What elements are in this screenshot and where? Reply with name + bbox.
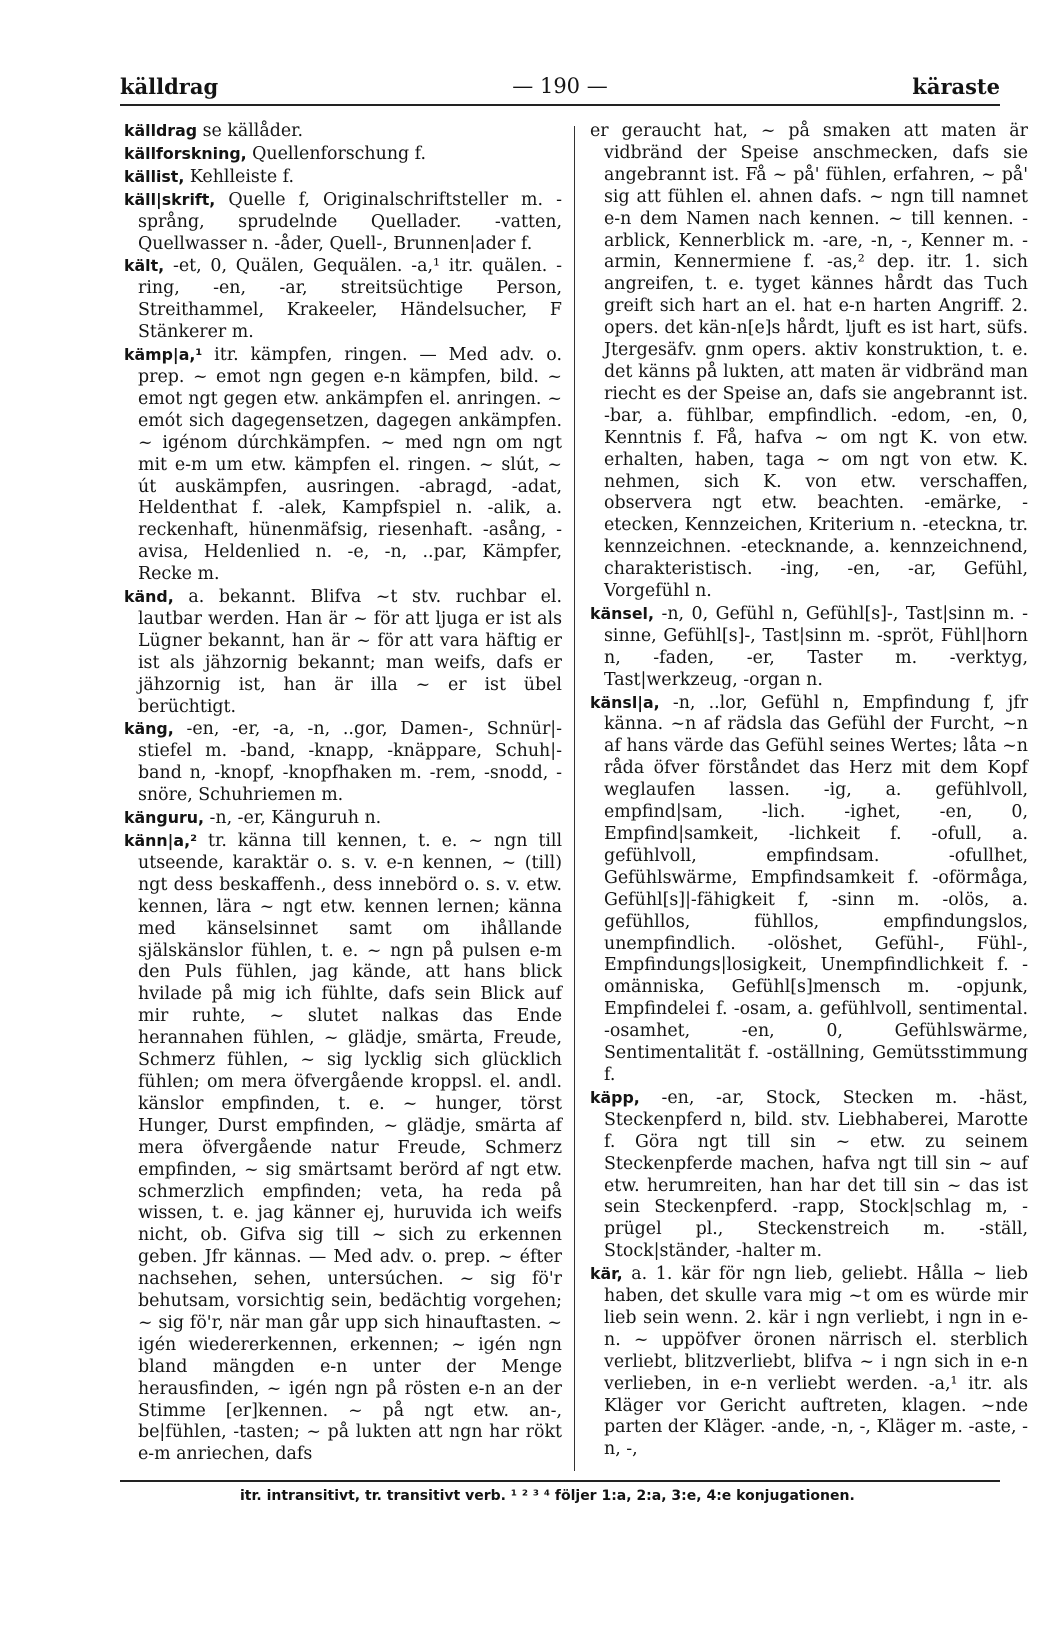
dictionary-entry bbox=[124, 143, 562, 166]
entry-lemma: känsel, bbox=[590, 603, 654, 623]
entry-lemma: käpp, bbox=[590, 1087, 640, 1107]
dictionary-entry bbox=[124, 344, 562, 586]
page-number: — 190 — bbox=[512, 74, 608, 98]
dictionary-entry bbox=[124, 807, 562, 830]
dictionary-entry bbox=[124, 189, 562, 256]
entry-body: a. bekannt. Blifva ~t stv. ruchbar el. lautbar werden. Han är ~ för att ljuga er ist als Lügner bekannt, han är ~ för att vara häftig er ist als jähzornig bekannt; man weifs, dafs er jähzornig ist, han är illa ~ er ist übel berüchtigt. bbox=[138, 587, 563, 717]
abbreviation-footer: itr. intransitivt, tr. transitivt verb. ¹ ² ³ ⁴ följer 1:a, 2:a, 3:e, 4:e konjugationen. bbox=[240, 1488, 855, 1504]
entry-body: Quellenforschung f. bbox=[252, 143, 427, 164]
entry-lemma: käng, bbox=[124, 719, 174, 739]
entry-lemma: källist, bbox=[124, 166, 185, 186]
entry-body: -en, -er, -a, -n, ..gor, Damen-, Schnür|-stiefel m. -band, -knapp, -knäppare, Schuh|-band n, -knopf, -knopfhaken m. -rem, -snodd, -snöre, Schuhriemen m. bbox=[138, 719, 562, 806]
entry-body: -n, -er, Känguruh n. bbox=[209, 808, 382, 829]
right-column bbox=[590, 120, 1028, 1461]
entry-body: Quelle f, Originalschriftsteller m. -språng, sprudelnde Quellader. -vatten, Quellwasser n. -åder, Quell-, Brunnen|ader f. bbox=[138, 189, 562, 254]
dictionary-entry bbox=[124, 718, 562, 807]
footer-rule bbox=[120, 1480, 1000, 1482]
header-first-headword: källdrag bbox=[120, 74, 219, 99]
entry-lemma: kält, bbox=[124, 256, 165, 276]
header-last-headword: käraste bbox=[912, 74, 1000, 99]
entry-body: -n, ..lor, Gefühl n, Empfindung f, jfr känna. ~n af rädsla das Gefühl der Furcht, ~n af hans värde das Gefühl seines Wertes; låta ~n råda öfver förståndet das Herz mit dem Kopf weglaufen lassen. -ig, a. gefühlvoll, empfind|sam, -lich. -ighet, -en, 0, Empfind|samkeit, -lichkeit f. -ofull, a. gefühlvoll, empfindsam. -ofullhet, Gefühlswärme, Empfindsamkeit f. -oförmåga, Gefühl[s]|-fähigkeit f, -sinn m. -olös, a. gefühllos, fühllos, empfindungslos, unempfindlich. -olöshet, Gefühl-, Fühl-, Empfindungs|losigkeit, Unempfindlichkeit f. -omänniska, Gefühl[s]mensch m. -opjunk, Empfindelei f. -osam, a. gefühlvoll, sentimental. -osamhet, -en, 0, Gefühlswärme, Sentimentalität f. -oställning, Gemütsstimmung f. bbox=[604, 692, 1029, 1085]
entry-body: se källåder. bbox=[202, 121, 304, 141]
entry-lemma: käll|skrift, bbox=[124, 189, 216, 209]
dictionary-entry bbox=[590, 692, 1028, 1087]
entry-body: tr. känna till kennen, t. e. ~ ngn till utseende, karaktär o. s. v. e-n kennen, ~ (till) ngt dess beskaffenh., dess innebörd o. s. v. etw. kennen, lära ~ ngt etw. kennen lernen; känna med känselsinnet samt om ihållande själskänslor fühlen, t. e. ~ ngn på pulsen e-m den Puls fühlen, jag kände, att hans blick hvilade på mig ich fühlte, dafs sein Blick auf mir ruhte, ~ slutet nalkas das Ende herannahen fühlen, ~ glädje, smärta, Freude, Schmerz fühlen, ~ sig lycklig sich glücklich fühlen; om mera öfvergående kroppsl. el. andl. känslor empfinden, t. e. ~ hunger, törst Hunger, Durst empfinden, ~ glädje, smärta af mera öfvergående natur Freude, Schmerz empfinden, ~ sig smärtsamt berörd af ngt etw. schmerzlich empfinden; veta, ha reda på wissen, t. e. jag känner ej, huruvida ich weifs nicht, ob. Gifva sig till ~ sich zu erkennen geben. Jfr kännas. — Med adv. o. prep. ~ éfter nachsehen, sehen, untersúchen. ~ sig fö'r behutsam, vorsichtig sein, bedächtig vorgehen; ~ sig fö'r, när man går upp sich hinauftasten. ~ igén wiedererkennen, erkennen; ~ igén ngn bland mängden e-n unter der Menge herausfinden, ~ igén ngn på rösten e-n an der Stimme [er]kennen. ~ på ngt etw. an-, be|fühlen, -tasten; ~ på lukten att ngn har rökt e-m anriechen, dafs bbox=[138, 831, 563, 1465]
entry-body: itr. kämpfen, ringen. — Med adv. o. prep. ~ emot ngn gegen e-n kämpfen, bild. ~ emot ngt gegen etw. ankämpfen el. anringen. ~ emót sich dagegensetzen, dagegen ankämpfen. ~ igénom dúrchkämpfen. ~ med ngn om ngt mit e-m um etw. kämpfen el. ringen. ~ slút, ~ út auskämpfen, ausringen. -abragd, -adat, Heldenthat f. -alek, Kampfspiel n. -alik, a. reckenhaft, hünenmäfsig, riesenhaft. -asång, -avisa, Heldenlied n. -e, -n, ..par, Kämpfer, Recke m. bbox=[138, 345, 562, 585]
entry-body: Kehlleiste f. bbox=[189, 166, 294, 187]
entry-body: er geraucht hat, ~ på smaken att maten är vidbränd der Speise anschmecken, dafs sie angebrannt ist. Få ~ på' fühlen, erfahren, ~ på' sig att fühlen el. ahnen dafs. ~ ngn till namnet e-n dem Namen nach kennen. ~ till kennen. -arblick, Kennerblick m. -are, -n, -, Kenner m. -armin, Kennermiene f. -as,² dep. itr. 1. sich angreifen, t. e. tyget kännes hårdt das Tuch greift sich hart an el. hat e-n harten Angriff. 2. opers. det kän-n[e]s hårdt, ljuft es ist hart, süfs. Jtergesäfv. gnm opers. aktiv konstruktion, t. e. det känns på lukten, att maten är vidbränd man riecht es der Speise an, dafs sie angebrannt ist. -bar, a. fühlbar, empfindlich. -edom, -en, 0, Kenntnis f. Få, hafva ~ om ngt K. von etw. erhalten, haben, taga ~ om ngt von etw. K. nehmen, sich K. von etw. verschaffen, observera ngt etw. beachten. -emärke, -etecken, Kennzeichen, Kriterium n. -eteckna, tr. kennzeichnen. -etecknande, a. kennzeichnend, charakteristisch. -ing, -en, -ar, Gefühl, Vorgefühl n. bbox=[590, 121, 1028, 602]
column-divider bbox=[574, 126, 575, 1471]
header-rule bbox=[120, 104, 1000, 106]
entry-body: -en, -ar, Stock, Stecken m. -häst, Steckenpferd n, bild. stv. Liebhaberei, Marotte f. Göra ngt till sin ~ etw. zu seinem Steckenpferde machen, hafva ngt till sin ~ auf etw. herumreiten, han har det till sin ~ das ist sein Steckenpferd. -rapp, Stock|schlag m, -prügel pl., Steckenstreich m. -ställ, Stock|ständer, -halter m. bbox=[604, 1087, 1028, 1262]
entry-lemma: kämp|a,¹ bbox=[124, 345, 203, 365]
entry-lemma: känd, bbox=[124, 587, 174, 607]
dictionary-entry bbox=[590, 1087, 1028, 1263]
left-column bbox=[124, 120, 562, 1466]
dictionary-entry bbox=[590, 120, 1028, 603]
entry-lemma: kär, bbox=[590, 1264, 623, 1284]
entry-body: a. 1. kär för ngn lieb, geliebt. Hålla ~ lieb haben, det skulle vara mig ~t om es würde mir lieb sein wenn. 2. kär i ngn verliebt, i ngn in e-n. ~ uppöfver öronen närrisch el. sterblich verliebt, blitzverliebt, blifva ~ i ngn sich in e-n verlieben, in e-n verliebt werden. -a,¹ itr. als Kläger vor Gericht auftreten, klagen. ~nde parten der Kläger. -ande, -n, -, Kläger m. -aste, -n, -, bbox=[604, 1264, 1028, 1460]
entry-lemma: känsl|a, bbox=[590, 692, 660, 712]
dictionary-entry bbox=[590, 603, 1028, 692]
entry-body: -et, 0, Quälen, Gequälen. -a,¹ itr. quälen. -ring, -en, -ar, streitsüchtige Person, Streithammel, Krakeeler, Händelsucher, F Stänkerer m. bbox=[138, 256, 562, 343]
entry-lemma: känguru, bbox=[124, 808, 205, 828]
entry-body: -n, 0, Gefühl n, Gefühl[s]-, Tast|sinn m. -sinne, Gefühl[s]-, Tast|sinn m. -spröt, Fühl|horn n, -faden, -er, Taster m. -verktyg, Tast|werkzeug, -organ n. bbox=[604, 603, 1029, 690]
entry-lemma: källdrag bbox=[124, 121, 198, 140]
dictionary-entry bbox=[124, 586, 562, 718]
dictionary-entry bbox=[124, 830, 562, 1466]
dictionary-entry bbox=[124, 120, 562, 143]
page-header bbox=[120, 74, 1000, 104]
dictionary-entry bbox=[124, 166, 562, 189]
dictionary-entry bbox=[124, 255, 562, 344]
entry-lemma: känn|a,² bbox=[124, 831, 198, 850]
dictionary-entry bbox=[590, 1263, 1028, 1461]
entry-lemma: källforskning, bbox=[124, 143, 247, 163]
